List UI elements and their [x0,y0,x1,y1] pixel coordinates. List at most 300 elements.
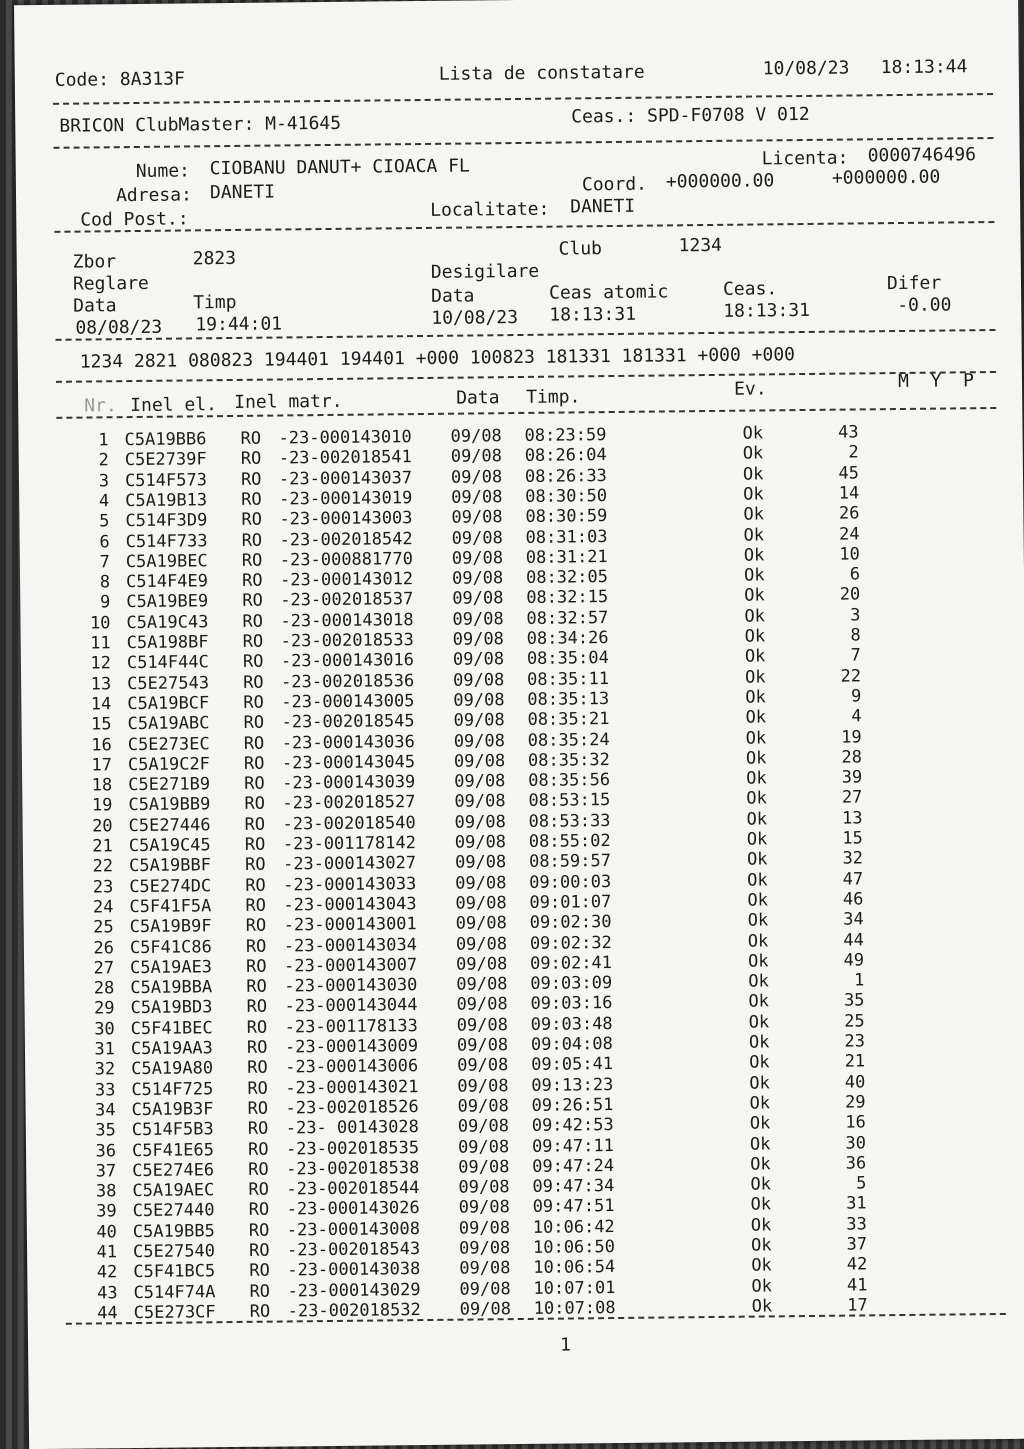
ring-mat: -23-000143018 [280,609,414,632]
diff-label: Difer [886,272,942,295]
country-code: RO [249,1281,271,1302]
event-status: Ok [743,565,765,586]
country-code: RO [249,1260,270,1282]
country-code: RO [241,530,263,551]
country-code: RO [240,428,262,449]
name-label: Nume: [135,160,191,182]
row-number: 21 [92,836,113,857]
event-status: Ok [744,585,765,607]
divider [56,371,996,383]
row-number: 7 [99,552,110,573]
arrival-date: 09/08 [456,974,508,995]
ring-el: C514F4E9 [125,571,209,593]
arrival-date: 09/08 [454,832,507,853]
receipt-paper [14,0,1024,1449]
arrival-date: 09/08 [457,1055,509,1076]
arrival-date: 09/08 [452,608,504,630]
ring-mat: -23-002018544 [286,1178,420,1200]
arrival-time: 09:47:24 [532,1155,615,1177]
country-code: RO [246,1017,268,1038]
ring-el: C5A19BE9 [126,591,209,613]
position: 44 [843,929,864,951]
setting-label: Reglare [72,272,149,295]
arrival-date: 09/08 [455,893,507,914]
arrival-time: 08:35:11 [527,668,610,690]
row-number: 2 [98,450,109,471]
row-number: 14 [90,694,112,715]
ring-mat: -23-000143029 [287,1279,421,1302]
ring-mat: -23-000143006 [285,1056,419,1078]
arrival-time: 09:47:34 [532,1176,615,1197]
country-code: RO [247,1118,269,1140]
country-code: RO [243,733,265,754]
row-number: 8 [99,572,111,593]
arrival-time: 08:53:33 [528,810,611,832]
event-status: Ok [749,1133,771,1155]
country-code: RO [245,936,267,957]
arrival-time: 08:35:21 [527,709,610,731]
country-code: RO [246,956,267,977]
setting-time-label: Timp [193,291,237,314]
ring-el: C5A19A80 [131,1058,214,1080]
arrival-time: 09:47:51 [532,1196,615,1218]
row-number: 44 [97,1303,118,1324]
ring-mat: -23-000143007 [284,954,418,977]
event-status: Ok [746,788,767,810]
arrival-time: 10:06:50 [532,1237,616,1258]
arrival-time: 08:59:57 [528,851,612,873]
page-number: 1 [559,1334,572,1356]
arrival-time: 09:02:41 [529,952,613,974]
row-number: 38 [95,1181,117,1202]
event-status: Ok [747,930,769,952]
ring-mat: -23-000881770 [279,548,414,571]
ring-el: C5E27440 [132,1200,215,1222]
ring-el: C514F725 [131,1078,214,1100]
arrival-time: 08:30:50 [525,485,608,507]
locality-value: DANETI [570,195,636,218]
ring-mat: -23-000143027 [282,853,417,875]
ring-el: C514F573 [124,469,208,491]
divider [54,221,994,233]
position: 27 [841,787,863,809]
row-number: 20 [92,815,113,837]
event-status: Ok [751,1296,773,1317]
position: 42 [846,1254,868,1275]
arrival-date: 09/08 [455,913,507,934]
ring-el: C514F733 [125,530,208,552]
arrival-date: 09/08 [454,771,506,792]
position: 20 [839,584,861,606]
row-number: 37 [95,1161,117,1182]
country-code: RO [246,976,267,997]
row-number: 27 [93,958,115,979]
setting-date: 08/08/23 [75,316,163,339]
arrival-date: 09/08 [452,588,504,610]
ring-el: C5A19AE3 [130,957,213,978]
event-status: Ok [742,443,764,464]
ring-mat: -23-000143038 [287,1259,421,1281]
arrival-date: 09/08 [451,547,504,569]
event-status: Ok [751,1275,773,1297]
ring-el: C514F5B3 [131,1119,214,1141]
row-number: 31 [94,1039,116,1060]
arrival-date: 09/08 [453,710,505,731]
event-status: Ok [742,423,764,444]
ring-el: C5A19BEC [125,551,208,572]
ring-el: C5A19BBF [128,855,212,877]
country-code: RO [245,915,267,937]
divider [54,137,994,149]
row-number: 11 [90,633,111,654]
col-ring-mat: Inel matr. [234,390,343,413]
event-status: Ok [746,768,767,789]
arrival-date: 09/08 [451,568,504,589]
arrival-time: 08:26:04 [524,445,607,467]
arrival-date: 09/08 [458,1177,510,1198]
ring-mat: -23-000143033 [283,873,417,896]
postcode-label: Cod Post.: [80,208,189,231]
divider [53,93,993,105]
arrival-date: 09/08 [457,1096,509,1117]
arrival-date: 09/08 [457,1136,510,1158]
unseal-date-label: Data [430,285,475,307]
row-number: 4 [98,491,110,512]
event-status: Ok [750,1194,772,1215]
ring-el: C5E27446 [128,814,211,836]
atomic-time: 18:13:31 [549,303,637,326]
position: 19 [841,726,862,748]
owner-name: CIOBANU DANUT+ CIOACA FL [209,155,470,180]
arrival-date: 09/08 [457,1075,509,1097]
print-time: 18:13:44 [880,56,968,79]
ring-mat: -23-000143012 [279,569,414,591]
ring-mat: -23-000143001 [283,914,417,936]
ring-el: C5E274DC [129,875,212,897]
unseal-date: 10/08/23 [431,306,519,329]
country-code: RO [244,834,266,855]
arrival-date: 09/08 [458,1217,511,1239]
event-status: Ok [743,545,765,566]
ring-mat: -23-000143026 [286,1198,420,1220]
col-ring-el: Inel el. [130,394,218,417]
event-status: Ok [746,809,768,830]
position: 9 [850,686,862,707]
arrival-time: 08:26:33 [524,465,607,487]
ring-mat: -23-000143044 [284,995,418,1017]
position: 22 [840,666,862,687]
position: 36 [845,1153,867,1174]
ring-mat: -23- 00143028 [285,1117,419,1139]
event-status: Ok [749,1052,770,1073]
row-number: 35 [95,1120,116,1141]
position: 13 [841,808,863,829]
arrival-date: 09/08 [454,791,506,813]
country-code: RO [247,1057,268,1079]
col-nr: Nr. [84,395,117,417]
country-code: RO [248,1200,270,1221]
position: 7 [850,645,861,666]
row-number: 1 [98,430,109,451]
arrival-time: 08:34:26 [526,628,609,649]
ring-mat: -23-002018536 [281,670,415,693]
arrival-date: 09/08 [457,1116,510,1137]
event-status: Ok [743,504,764,525]
ring-mat: -23-002018527 [282,792,416,814]
arrival-date: 09/08 [459,1258,511,1279]
setting-date-label: Data [73,295,117,317]
country-code: RO [241,570,263,591]
position: 34 [843,909,864,930]
event-status: Ok [744,646,766,667]
event-status: Ok [749,1093,771,1114]
print-date: 10/08/23 [762,57,850,80]
arrival-time: 08:32:15 [526,587,609,609]
arrival-time: 08:35:24 [527,729,610,751]
ring-el: C5A19AA3 [130,1038,213,1060]
ring-el: C5E273EC [127,733,210,755]
ring-mat: -23-002018542 [279,528,413,551]
arrival-date: 09/08 [458,1197,510,1219]
event-status: Ok [747,890,769,911]
position: 14 [838,483,860,504]
arrival-time: 09:42:53 [531,1115,614,1137]
row-number: 23 [92,876,114,898]
ring-el: C5A19ABC [127,713,210,735]
ring-mat: -23-000143008 [286,1218,421,1241]
arrival-date: 09/08 [454,852,507,873]
clock-label: Ceas. [722,278,778,300]
row-number: 36 [95,1140,117,1161]
ring-mat: -23-000143010 [278,427,412,449]
device-model: BRICON ClubMaster: M-41645 [59,112,342,137]
ring-mat: -23-000143043 [283,893,417,916]
row-number: 16 [91,734,112,755]
country-code: RO [240,448,262,470]
club-number: 1234 [678,234,723,257]
position: 23 [844,1031,866,1052]
position: 15 [842,828,863,849]
position: 31 [846,1193,867,1214]
event-status: Ok [748,1012,770,1033]
country-code: RO [245,895,267,916]
row-number: 22 [92,856,114,877]
ring-el: C514F44C [126,652,209,674]
ring-mat: -23-001178142 [282,833,416,855]
country-code: RO [244,854,266,876]
position: 29 [844,1092,866,1113]
event-status: Ok [746,829,768,850]
event-status: Ok [745,748,767,769]
ring-mat: -23-000143039 [282,772,416,794]
position: 45 [838,463,860,484]
position: 8 [850,625,861,646]
arrival-date: 09/08 [453,690,505,711]
arrival-date: 09/08 [458,1156,510,1178]
event-status: Ok [751,1255,772,1276]
position: 10 [839,544,860,565]
row-number: 26 [93,937,115,958]
arrival-time: 08:35:13 [527,688,610,710]
row-number: 19 [91,795,113,816]
position: 26 [838,503,860,524]
diff-value: -0.00 [897,294,952,317]
arrival-date: 09/08 [451,487,503,508]
row-number: 10 [89,612,111,634]
arrival-date: 09/08 [459,1278,511,1300]
ring-el: C5E2739F [124,449,207,471]
unseal-label: Desigilare [430,260,540,283]
arrival-time: 08:53:15 [528,790,611,812]
country-code: RO [242,591,263,612]
event-status: Ok [750,1174,772,1195]
arrival-time: 10:07:08 [533,1297,616,1319]
row-number: 15 [90,714,112,735]
position: 41 [846,1274,868,1296]
arrival-time: 08:32:57 [526,607,609,629]
event-status: Ok [747,910,769,931]
country-code: RO [246,1037,268,1058]
arrival-time: 09:13:23 [531,1074,614,1096]
ring-el: C514F74A [133,1281,216,1303]
ring-el: C5A19C2F [127,754,210,775]
ring-mat: -23-000143003 [279,508,413,530]
row-number: 18 [91,775,113,796]
position: 35 [843,990,865,1012]
ring-el: C5A19BD3 [130,997,213,1019]
ring-el: C514F3D9 [125,510,208,532]
position: 5 [856,1173,867,1194]
col-date: Data [456,387,500,409]
arrival-time: 08:32:05 [525,567,609,589]
position: 21 [844,1051,866,1072]
position: 3 [850,605,861,626]
position: 28 [841,747,863,768]
arrival-date: 09/08 [455,933,508,955]
event-status: Ok [742,464,764,485]
event-status: Ok [743,484,764,505]
ring-el: C5A19AEC [132,1180,215,1202]
ring-mat: -23-002018533 [280,630,414,652]
arrival-time: 08:35:56 [528,770,611,792]
country-code: RO [248,1240,270,1261]
arrival-date: 09/08 [451,527,503,549]
country-code: RO [247,1098,269,1119]
locality-label: Localitate: [430,198,550,221]
country-code: RO [244,814,266,835]
ring-el: C5F41BEC [130,1017,213,1039]
country-code: RO [246,997,268,1018]
country-code: RO [243,753,265,774]
clock-time: 18:13:31 [723,299,811,322]
position: 40 [844,1071,866,1093]
country-code: RO [244,794,265,815]
arrival-time: 10:06:42 [532,1216,615,1238]
event-status: Ok [748,1032,770,1053]
ring-mat: -23-002018538 [286,1157,420,1180]
row-number: 13 [90,673,112,695]
country-code: RO [242,651,264,673]
ring-el: C5F41BC5 [133,1261,216,1283]
event-status: Ok [750,1215,772,1236]
position: 17 [847,1295,868,1316]
country-code: RO [248,1179,270,1200]
ring-mat: -23-000143009 [284,1036,419,1058]
position: 32 [842,848,864,869]
position: 39 [841,767,863,788]
ring-el: C5A19BB6 [124,429,207,451]
arrival-time: 09:03:16 [530,993,613,1015]
document-title: Lista de constatare [438,61,645,85]
row-number: 42 [96,1262,118,1283]
row-number: 33 [94,1079,116,1101]
event-status: Ok [745,687,766,708]
position: 49 [843,950,865,971]
event-status: Ok [749,1113,771,1134]
event-status: Ok [744,606,766,627]
row-number: 34 [95,1100,116,1121]
event-status: Ok [748,971,769,992]
ring-el: C5F41C86 [129,936,212,958]
row-number: 29 [93,998,115,1019]
position: 25 [844,1011,865,1032]
row-number: 24 [92,897,114,918]
arrival-date: 09/08 [450,446,503,468]
row-number: 40 [96,1221,117,1243]
arrival-date: 09/08 [452,629,504,650]
ring-el: C5A19C43 [126,611,209,633]
arrival-date: 09/08 [453,750,506,772]
event-status: Ok [744,626,766,647]
arrival-date: 09/08 [453,730,506,752]
ring-el: C5A19BCF [127,693,210,714]
row-number: 6 [99,531,110,552]
ring-el: C5A19B3F [131,1099,214,1120]
country-code: RO [248,1159,269,1180]
ring-el: C5A19B13 [125,490,208,512]
arrival-date: 09/08 [458,1238,511,1259]
address-label: Adresa: [115,184,192,207]
license-label: Licenta: [761,147,849,170]
arrival-time: 08:35:04 [526,648,609,670]
event-status: Ok [747,870,768,891]
position: 2 [848,442,859,463]
ring-mat: -23-000143021 [285,1076,419,1099]
flight-label: Zbor [72,251,117,273]
club-label: Club [558,238,603,260]
arrival-time: 08:31:03 [525,526,608,548]
ring-mat: -23-002018541 [278,447,412,469]
arrival-time: 08:35:32 [527,749,610,771]
country-code: RO [242,611,264,632]
arrival-time: 10:07:01 [533,1277,616,1299]
col-ev: Ev. [733,378,767,400]
position: 46 [842,889,864,910]
ring-el: C5A19C45 [128,835,211,857]
country-code: RO [243,692,264,713]
country-code: RO [243,672,264,693]
address-value: DANETI [209,181,276,204]
arrival-date: 09/08 [453,669,505,691]
row-number: 12 [90,653,112,674]
flight-number: 2823 [192,247,237,270]
country-code: RO [248,1220,270,1241]
position: 37 [846,1234,868,1255]
ring-el: C5E274E6 [132,1160,215,1181]
country-code: RO [240,469,262,490]
coord-1: +000000.00 [665,170,775,193]
arrival-date: 09/08 [456,1035,509,1056]
